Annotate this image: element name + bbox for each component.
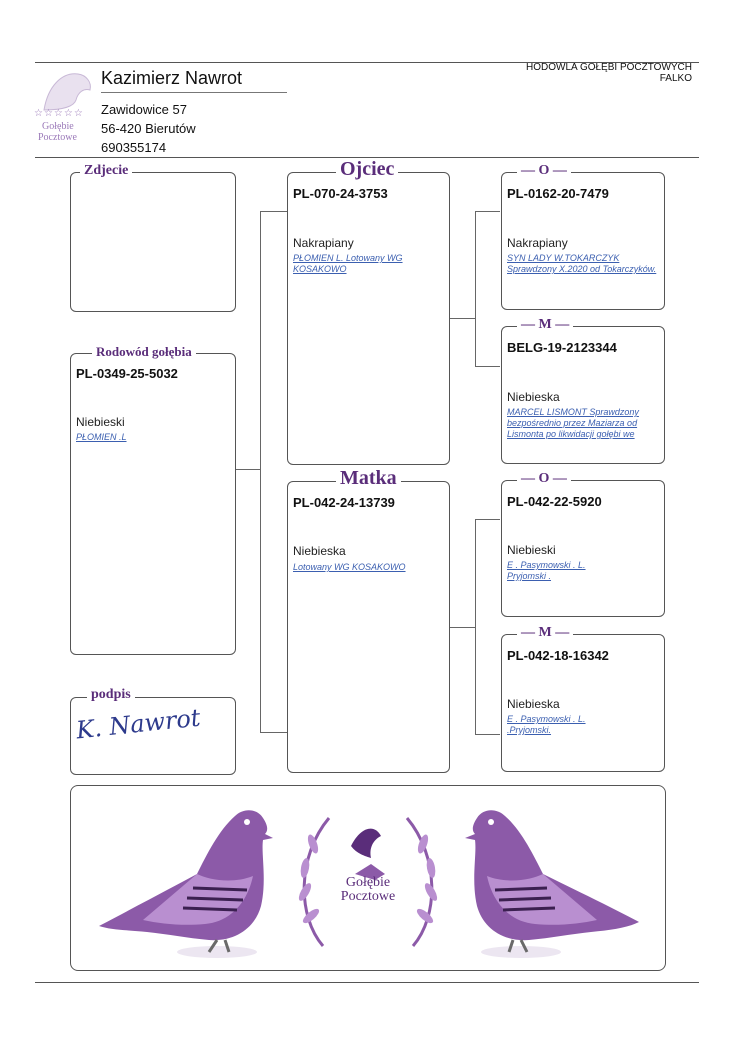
breeder-name: Kazimierz Nawrot — [101, 68, 243, 88]
mm-legend-text: M — [538, 625, 552, 640]
ff-ring: PL-0162-20-7479 — [507, 186, 609, 201]
mm-ring: PL-042-18-16342 — [507, 648, 609, 663]
mm-description: E . Pasymowski . L. .Pryjomski. — [507, 714, 586, 735]
signature-text: K. Nawrot — [74, 703, 202, 745]
fm-color: Niebieska — [507, 390, 560, 404]
address-line2: 56-420 Bierutów — [101, 121, 196, 136]
emblem-text — [337, 876, 399, 904]
subject-ring: PL-0349-25-5032 — [76, 366, 178, 381]
connector-subject-parents — [260, 211, 287, 733]
father-description: PŁOMIEN L. Lotowany WG KOSAKOWO — [293, 253, 403, 274]
subject-legend: Rodowód gołębia — [92, 344, 196, 360]
logo — [34, 66, 96, 156]
logo-text-line1: Gołębie — [42, 121, 74, 132]
mother-description: Lotowany WG KOSAKOWO — [293, 562, 406, 572]
footer-banner — [70, 785, 666, 971]
footer-rule — [35, 982, 699, 983]
pigeon-head-icon — [34, 66, 96, 114]
fm-description: MARCEL LISMONT Sprawdzony bezpośrednio przez Maziarza od Lismonta po likwidacji gołębi we — [507, 407, 639, 439]
subject-color: Niebieski — [76, 415, 125, 429]
loft-name — [470, 62, 692, 84]
mother-ring: PL-042-24-13739 — [293, 495, 395, 510]
mother-color: Niebieska — [293, 544, 346, 558]
fm-ring: BELG-19-2123344 — [507, 340, 617, 355]
logo-text-line2: Pocztowe — [38, 132, 77, 143]
ff-description: SYN LADY W.TOKARCZYK Sprawdzony X.2020 od Tokarczyków. — [507, 253, 657, 274]
connector-subject-stem — [235, 469, 260, 470]
father-color: Nakrapiany — [293, 236, 354, 250]
fm-legend-text: M — [538, 317, 552, 332]
father-ring: PL-070-24-3753 — [293, 186, 388, 201]
ff-legend-text: O — [538, 163, 550, 178]
connector-mother-stem — [450, 627, 475, 628]
signature-legend: podpis — [87, 687, 135, 703]
loft-name-line1: HODOWLA GOŁĘBI POCZTOWYCH — [526, 62, 692, 73]
emblem-text-line1: Gołębie — [345, 875, 391, 890]
mf-legend-text: O — [538, 471, 550, 486]
mf-ring: PL-042-22-5920 — [507, 494, 602, 509]
mf-description: E . Pasymowski . L. Pryjomski . — [507, 560, 586, 581]
address-line1: Zawidowice 57 — [101, 102, 187, 117]
mm-color: Niebieska — [507, 697, 560, 711]
pigeon-right-icon — [451, 794, 641, 964]
photo-box — [70, 172, 236, 312]
connector-father-grandparents — [475, 211, 500, 367]
subject-description: PŁOMIEN .L — [76, 432, 127, 442]
phone: 690355174 — [101, 140, 167, 155]
pigeon-left-icon — [97, 794, 277, 964]
mf-legend: — O — — [517, 471, 571, 487]
mm-legend: — M — — [517, 625, 573, 641]
father-legend: Ojciec — [336, 158, 398, 181]
mother-box — [287, 481, 450, 773]
connector-father-stem — [450, 318, 475, 319]
photo-legend: Zdjecie — [80, 163, 132, 179]
mother-legend: Matka — [336, 467, 401, 490]
ff-color: Nakrapiany — [507, 236, 568, 250]
loft-name-line2: FALKO — [659, 73, 692, 84]
ff-legend: — O — — [517, 163, 571, 179]
subject-box — [70, 353, 236, 655]
emblem-text-line2: Pocztowe — [340, 889, 396, 904]
fm-legend: — M — — [517, 317, 573, 333]
logo-stars: ☆☆☆☆☆ — [34, 108, 84, 119]
connector-mother-grandparents — [475, 519, 500, 735]
name-underline — [101, 92, 287, 93]
father-box — [287, 172, 450, 465]
mf-color: Niebieski — [507, 543, 556, 557]
